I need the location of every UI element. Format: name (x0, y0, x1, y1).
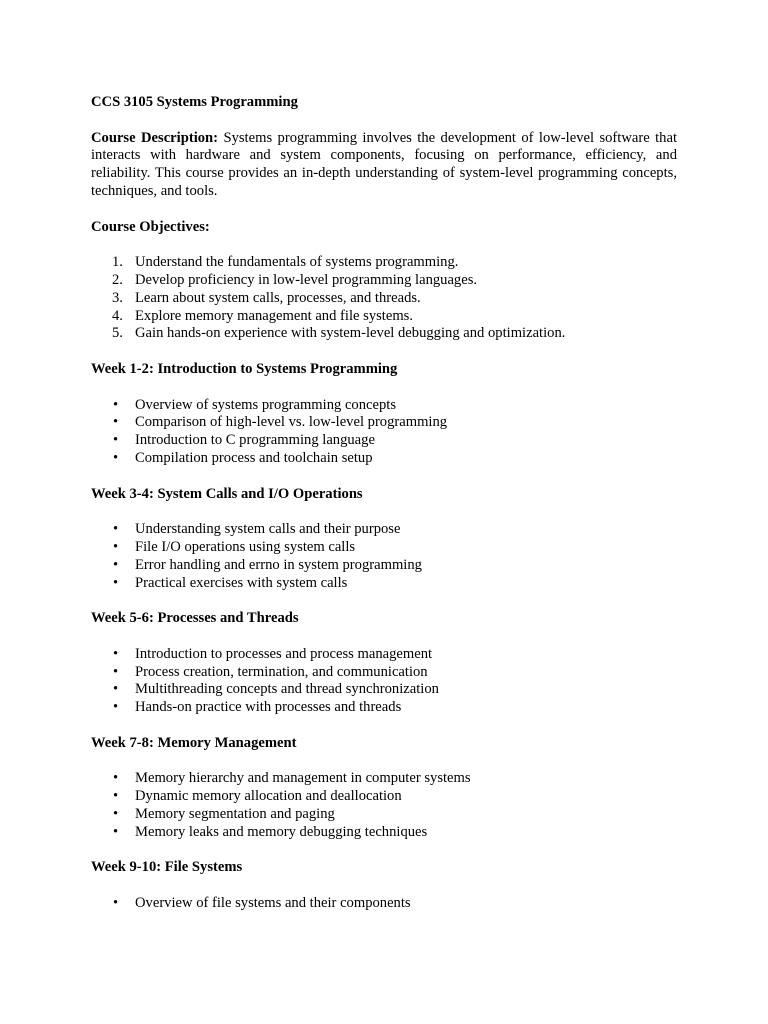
bullet-icon: • (113, 663, 119, 680)
week-heading: Week 1-2: Introduction to Systems Programming (91, 360, 398, 377)
bullet-icon: • (113, 521, 119, 538)
objectives-heading: Course Objectives: (91, 218, 210, 235)
objective-number: 1. (112, 254, 123, 271)
topic-item (91, 664, 677, 682)
course-description (91, 130, 677, 201)
objective-item (91, 290, 677, 308)
topic-item (91, 895, 677, 913)
bullet-icon: • (113, 770, 119, 787)
topic-text: Dynamic memory allocation and deallocation (135, 788, 402, 805)
topic-item (91, 539, 677, 557)
objective-number: 5. (112, 325, 123, 342)
objective-item (91, 272, 677, 290)
bullet-icon: • (113, 449, 119, 466)
objective-number: 4. (112, 307, 123, 324)
week-heading: Week 5-6: Processes and Threads (91, 610, 299, 627)
topic-text: Comparison of high-level vs. low-level programming (135, 414, 448, 431)
week-topic-list (91, 521, 677, 592)
bullet-icon: • (113, 805, 119, 822)
week-heading: Week 9-10: File Systems (91, 859, 243, 876)
topic-item (91, 806, 677, 824)
objective-text: Understand the fundamentals of systems programming. (135, 254, 459, 271)
topic-item (91, 397, 677, 415)
objective-text: Gain hands-on experience with system-level debugging and optimization. (135, 325, 566, 342)
week-topic-list (91, 895, 677, 913)
objective-text: Learn about system calls, processes, and threads. (135, 289, 421, 306)
topic-item (91, 788, 677, 806)
topic-item (91, 646, 677, 664)
topic-item (91, 432, 677, 450)
objective-text: Develop proficiency in low-level programming languages. (135, 271, 478, 288)
course-description-text: Systems programming involves the development of low-level software that interacts with hardware and system components, focusing on performance, efficiency, and reliability. This course provides an in-depth understanding of system-level programming concepts, techniques, and tools. (91, 129, 678, 199)
topic-text: Hands-on practice with processes and threads (135, 699, 402, 716)
week-heading: Week 7-8: Memory Management (91, 734, 297, 751)
course-title: CCS 3105 Systems Programming (91, 94, 298, 110)
topic-text: Introduction to C programming language (135, 432, 375, 449)
week-topic-list (91, 646, 677, 717)
topic-text: Memory segmentation and paging (135, 805, 335, 822)
objectives-list (91, 254, 677, 343)
objective-number: 3. (112, 289, 123, 306)
bullet-icon: • (113, 681, 119, 698)
course-description-label: Course Description: (91, 129, 219, 146)
topic-item (91, 557, 677, 575)
objective-item (91, 325, 677, 343)
bullet-icon: • (113, 699, 119, 716)
bullet-icon: • (113, 574, 119, 591)
topic-text: Introduction to processes and process management (135, 645, 433, 662)
week-topic-list (91, 397, 677, 468)
objective-item (91, 254, 677, 272)
topic-text: Overview of systems programming concepts (135, 396, 397, 413)
objective-number: 2. (112, 271, 123, 288)
objective-text: Explore memory management and file systems. (135, 307, 414, 324)
topic-item (91, 770, 677, 788)
bullet-icon: • (113, 823, 119, 840)
topic-text: Memory hierarchy and management in computer systems (135, 770, 471, 787)
topic-item (91, 699, 677, 717)
bullet-icon: • (113, 645, 119, 662)
topic-item (91, 575, 677, 593)
topic-text: Memory leaks and memory debugging techniques (135, 823, 428, 840)
week-heading: Week 3-4: System Calls and I/O Operations (91, 485, 363, 502)
document-page (91, 94, 677, 913)
topic-item (91, 824, 677, 842)
bullet-icon: • (113, 788, 119, 805)
topic-text: Multithreading concepts and thread synchronization (135, 681, 439, 698)
bullet-icon: • (113, 432, 119, 449)
week-topic-list (91, 770, 677, 841)
topic-text: File I/O operations using system calls (135, 538, 356, 555)
topic-item (91, 450, 677, 468)
topic-item (91, 414, 677, 432)
topic-item (91, 521, 677, 539)
bullet-icon: • (113, 894, 119, 911)
topic-text: Understanding system calls and their purpose (135, 521, 401, 538)
topic-text: Error handling and errno in system programming (135, 556, 422, 573)
topic-text: Overview of file systems and their components (135, 894, 411, 911)
bullet-icon: • (113, 556, 119, 573)
objective-item (91, 308, 677, 326)
topic-item (91, 681, 677, 699)
bullet-icon: • (113, 414, 119, 431)
topic-text: Process creation, termination, and communication (135, 663, 428, 680)
bullet-icon: • (113, 396, 119, 413)
bullet-icon: • (113, 538, 119, 555)
topic-text: Practical exercises with system calls (135, 574, 348, 591)
topic-text: Compilation process and toolchain setup (135, 449, 373, 466)
